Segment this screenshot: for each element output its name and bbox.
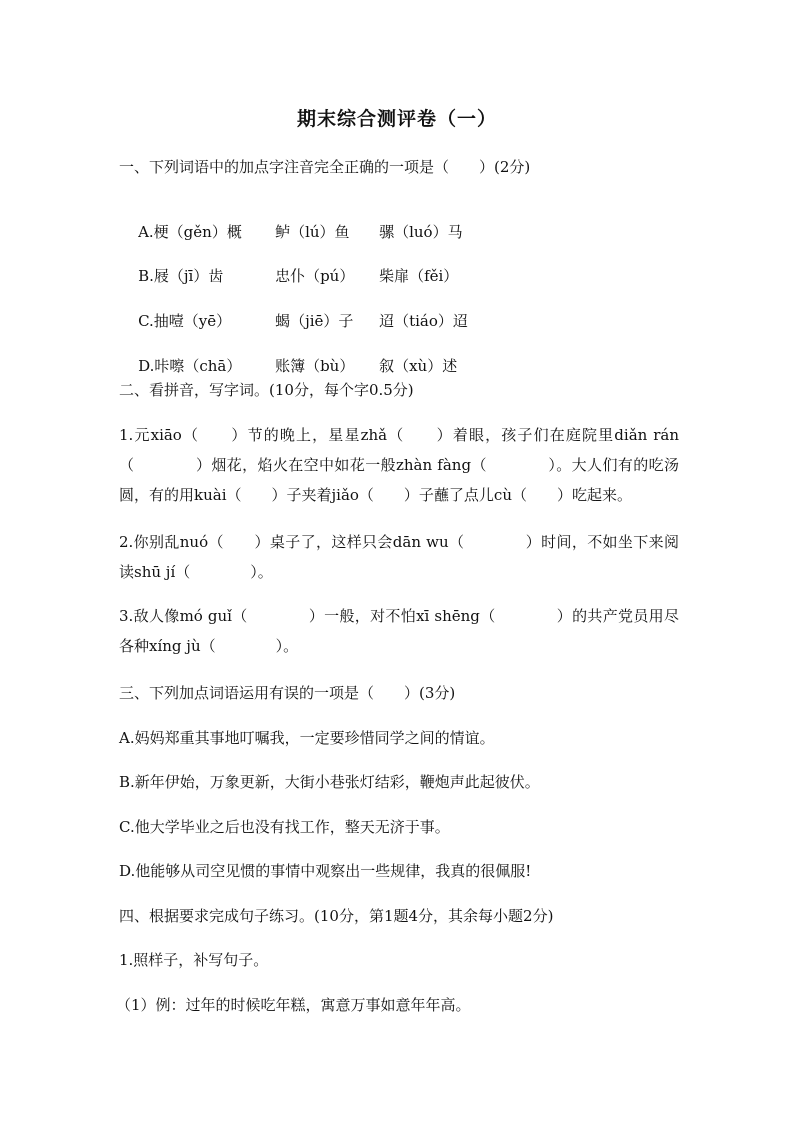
- page-title: 期末综合测评卷（一）: [296, 108, 497, 130]
- option-word: 骡（luó）马: [379, 223, 463, 241]
- option-word: 蝎（jiē）子: [275, 312, 354, 330]
- option-word: 鲈（lú）鱼: [275, 223, 350, 241]
- option-word: C.抽噎（yē）: [138, 312, 232, 330]
- q4-subquestion-1-example: （1）例：过年的时候吃年糕，寓意万事如意年年高。: [116, 996, 471, 1014]
- option-word: B.屐（jī）齿: [138, 267, 224, 285]
- q1-heading: 一、下列词语中的加点字注音完全正确的一项是（ ）(2分): [119, 158, 531, 176]
- q2-paragraph-3: 3.敌人像mó guǐ（ ）一般，对不怕xī shēng（ ）的共产党员用尽各种xíng jù（ ）。: [119, 607, 679, 655]
- option-word: 账簿（bù）: [275, 357, 355, 375]
- q3-option-c: C.他大学毕业之后也没有找工作，整天无济于事。: [119, 818, 450, 836]
- option-word: 迢（tiáo）迢: [379, 312, 468, 330]
- option-word: 叙（xù）述: [379, 357, 458, 375]
- q3-option-a: A.妈妈郑重其事地叮嘱我，一定要珍惜同学之间的情谊。: [119, 729, 495, 747]
- q3-option-d: D.他能够从司空见惯的事情中观察出一些规律，我真的很佩服!: [119, 862, 532, 880]
- option-word: D.咔嚓（chā）: [138, 357, 242, 375]
- q2-heading: 二、看拼音，写字词。(10分，每个字0.5分): [119, 381, 414, 399]
- option-word: 忠仆（pú）: [275, 267, 355, 285]
- q4-subquestion-1: 1.照样子，补写句子。: [119, 951, 269, 969]
- option-word: 柴扉（fěi）: [379, 267, 459, 285]
- q2-paragraph-2: 2.你别乱nuó（ ）桌子了，这样只会dān wu（ ）时间，不如坐下来阅读shū jí（ ）。: [119, 533, 679, 581]
- q2-paragraph-1: 1.元xiāo（ ）节的晚上，星星zhǎ（ ）着眼，孩子们在庭院里diǎn rán（ ）烟花，焰火在空中如花一般zhàn fàng（ ）。大人们有的吃汤圆，有的用kuài（ ）子夹着jiǎo（ ）子蘸了点儿cù（ ）吃起来。: [119, 426, 679, 504]
- q3-option-b: B.新年伊始，万象更新，大街小巷张灯结彩，鞭炮声此起彼伏。: [119, 773, 540, 791]
- q4-heading: 四、根据要求完成句子练习。(10分，第1题4分，其余每小题2分): [119, 907, 554, 925]
- q3-heading: 三、下列加点词语运用有误的一项是（ ）(3分): [119, 684, 456, 702]
- option-word: A.梗（gěn）概: [138, 223, 242, 241]
